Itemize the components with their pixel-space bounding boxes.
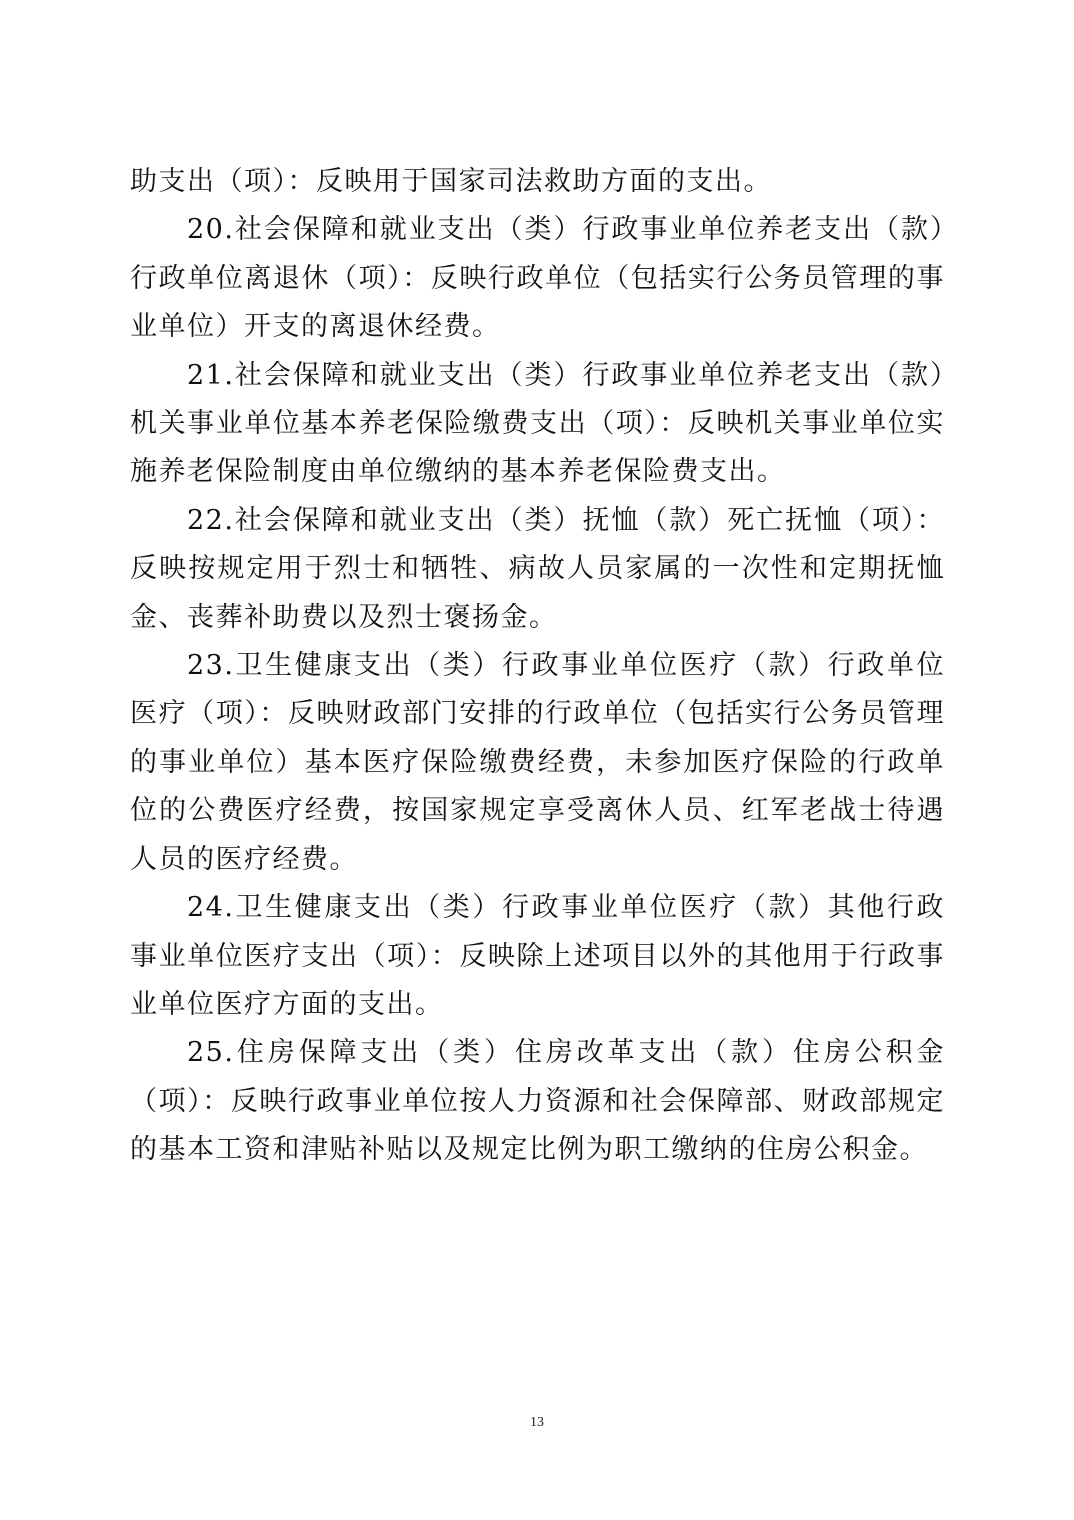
paragraph-item-25: 25.住房保障支出（类）住房改革支出（款）住房公积金（项）：反映行政事业单位按人力资源和社会保障部、财政部规定的基本工资和津贴补贴以及规定比例为职工缴纳的住房公积金。 <box>130 1037 945 1166</box>
page-number: 13 <box>530 1415 544 1430</box>
paragraph-item-24: 24.卫生健康支出（类）行政事业单位医疗（款）其他行政事业单位医疗支出（项）：反映除上述项目以外的其他用于行政事业单位医疗方面的支出。 <box>130 892 945 1020</box>
document-body <box>130 158 945 1175</box>
paragraph-item-21: 21.社会保障和就业支出（类）行政事业单位养老支出（款）机关事业单位基本养老保险缴费支出（项）：反映机关事业单位实施养老保险制度由单位缴纳的基本养老保险费支出。 <box>130 359 945 488</box>
paragraph-continuation: 助支出（项）：反映用于国家司法救助方面的支出。 <box>130 166 772 197</box>
paragraph-item-22: 22.社会保障和就业支出（类）抚恤（款）死亡抚恤（项）：反映按规定用于烈士和牺牲、病故人员家属的一次性和定期抚恤金、丧葬补助费以及烈士褒扬金。 <box>130 504 945 633</box>
paragraph-item-23: 23.卫生健康支出（类）行政事业单位医疗（款）行政单位医疗（项）：反映财政部门安排的行政单位（包括实行公务员管理的事业单位）基本医疗保险缴费经费，未参加医疗保险的行政单位的公费医疗经费，按国家规定享受离休人员、红军老战士待遇人员的医疗经费。 <box>130 650 945 875</box>
paragraph-item-20: 20.社会保障和就业支出（类）行政事业单位养老支出（款）行政单位离退休（项）：反映行政单位（包括实行公务员管理的事业单位）开支的离退休经费。 <box>130 214 945 343</box>
